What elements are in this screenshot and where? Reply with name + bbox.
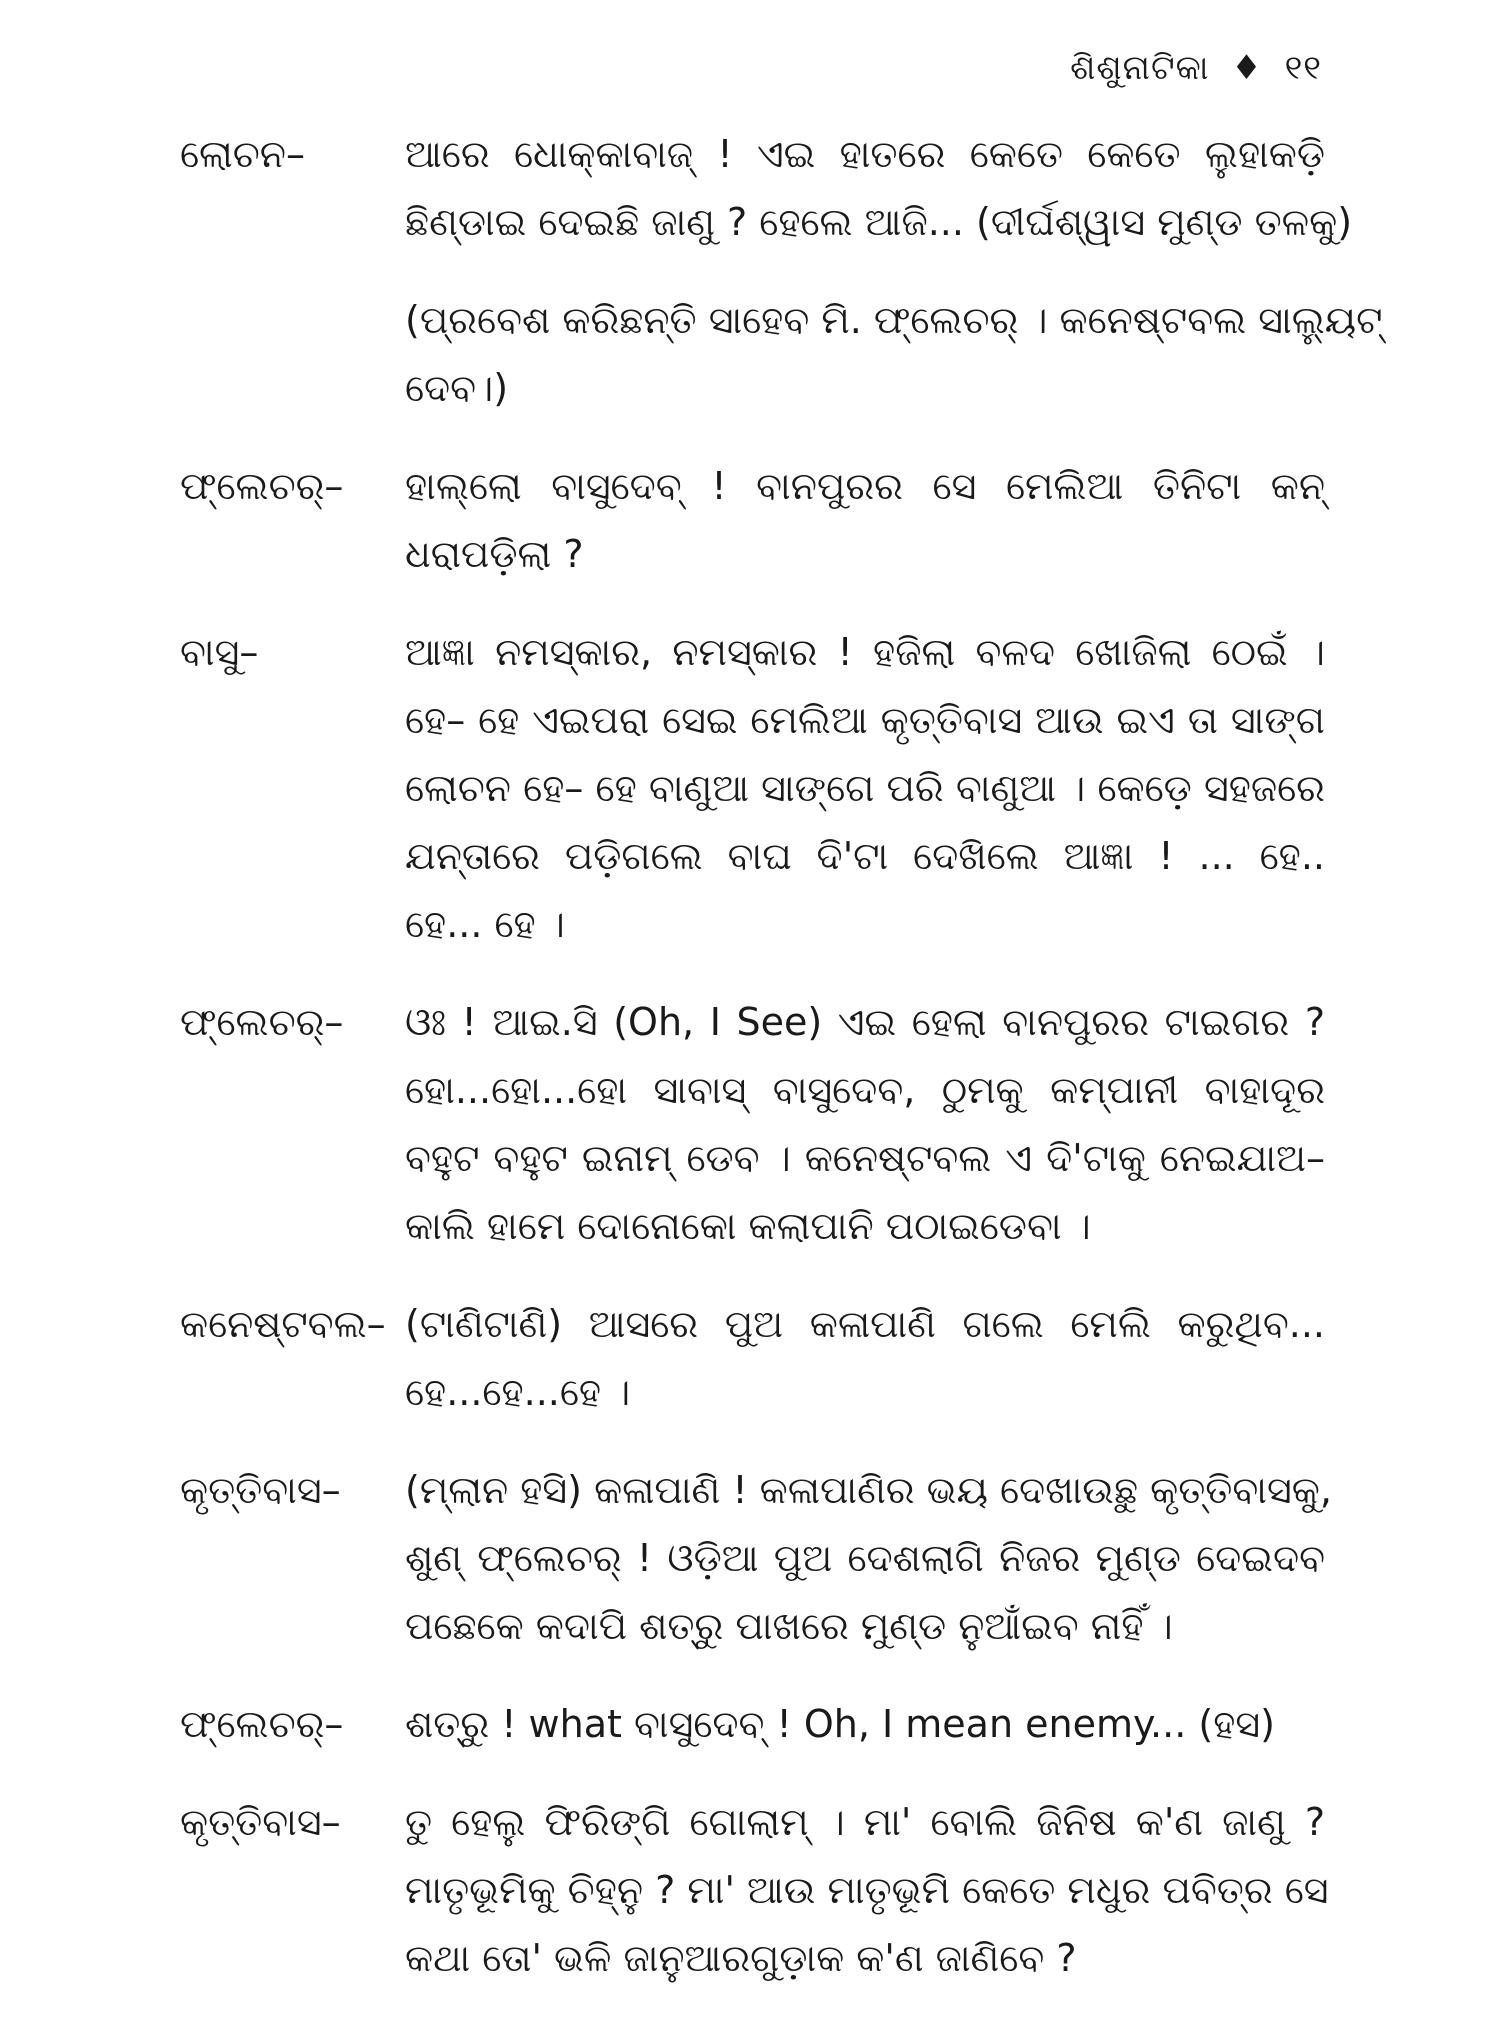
- speaker-name: କୃତ୍ତିବାସ–: [180, 1800, 341, 1844]
- dialogue-lines: [405, 1290, 1325, 1426]
- dialogue-lines: [405, 988, 1325, 1260]
- speaker-name: କୃତ୍ତିବାସ–: [180, 1468, 341, 1512]
- dialogue-line: ଦେବ।): [405, 366, 509, 410]
- dialogue-lines: [405, 1690, 1325, 1758]
- dialogue-line: ପଛେକେ କଦାପି ଶତ୍ରୁ ପାଖରେ ମୁଣ୍ଡ ନୁଆଁଇବ ନାହିଁ ।: [405, 1604, 1173, 1648]
- page-number: ୧୧: [1284, 48, 1322, 88]
- dialogue-lines: [405, 120, 1353, 256]
- dialogue-entry: [0, 618, 1500, 958]
- dialogue-line: (ପ୍ରବେଶ କରିଛନ୍ତି ସାହେବ ମି. ଫ୍ଲେଚର୍ । କନେଷ୍ଟବଲ ସାଲ୍ୟୁଟ୍: [405, 298, 1383, 342]
- dialogue-entry: [0, 120, 1500, 256]
- dialogue-line: ଓଃ ! ଆଇ.ସି (Oh, I See) ଏଇ ହେଲା ବାନପୁରର ଟାଇଗର ?: [405, 1000, 1325, 1044]
- dialogue-lines: [405, 286, 1383, 422]
- dialogue-entry: [0, 452, 1500, 588]
- dialogue-lines: [405, 1788, 1329, 1992]
- dialogue-lines: [405, 1456, 1332, 1660]
- dialogue-line: ହେ... ହେ ।: [405, 902, 565, 946]
- dialogue-lines: [405, 452, 1325, 588]
- speaker-name: ଲୋଚନ–: [180, 132, 305, 176]
- dialogue-entry: [0, 1690, 1500, 1758]
- dialogue-line: ହୋ...ହୋ...ହୋ ସାବାସ୍ ବାସୁଦେବ, ଠୁମକୁ କମ୍ପାନୀ ବାହାଦୂର: [405, 1068, 1325, 1112]
- speaker-name: ବାସୁ–: [180, 630, 259, 674]
- diamond-separator-icon: ♦: [1231, 48, 1263, 88]
- dialogue-line: ଆରେ ଧୋକ୍କାବାଜ୍ ! ଏଇ ହାତରେ କେତେ କେତେ ଲୁହାକଡ଼ି: [405, 132, 1325, 176]
- dialogue-entry: [0, 1788, 1500, 1992]
- stage-direction: [0, 286, 1500, 422]
- dialogue-line: ବହୁଟ ବହୁଟ ଇନାମ୍ ଡେବ । କନେଷ୍ଟବଲ ଏ ଦି'ଟାକୁ ନେଇଯାଅ–: [405, 1136, 1325, 1180]
- speaker-name: କନେଷ୍ଟବଲ–: [180, 1302, 386, 1346]
- dialogue-line: ଶତ୍ରୁ ! what ବାସୁଦେବ୍ ! Oh, I mean enemy... (ହସ): [405, 1702, 1275, 1746]
- running-head-title: ଶିଶୁନାଟିକା: [1070, 48, 1210, 88]
- dialogue-line: ଯନ୍ତାରେ ପଡ଼ିଗଲେ ବାଘ ଦି'ଟା ଦେଖିଲେ ଆଜ୍ଞା ! ... ହେ..: [405, 834, 1325, 878]
- dialogue-line: କାଲି ହାମେ ଦୋନୋକୋ କଲାପାନି ପଠାଇଡେବା ।: [405, 1204, 1091, 1248]
- dialogue-entry: [0, 1456, 1500, 1660]
- dialogue-line: ଆଜ୍ଞା ନମସ୍କାର, ନମସ୍କାର ! ହଜିଲା ବଳଦ ଖୋଜିଲା ଠେଇଁ ।: [405, 630, 1325, 674]
- speaker-name: ଫ୍ଲେଚର୍–: [180, 464, 344, 508]
- dialogue-line: ଶୁଣ୍ ଫ୍ଲେଚର୍ ! ଓଡ଼ିଆ ପୁଅ ଦେଶଲାଗି ନିଜର ମୁଣ୍ଡ ଦେଇଦବ: [405, 1536, 1325, 1580]
- dialogue-line: ଲୋଚନ ହେ– ହେ ବାଣୁଆ ସାଙ୍ଗେ ପରି ବାଣୁଆ । କେଡ଼େ ସହଜରେ: [405, 766, 1325, 810]
- dialogue-line: ଧରାପଡ଼ିଲା ?: [405, 532, 584, 576]
- dialogue-line: ହେ...ହେ...ହେ ।: [405, 1370, 631, 1414]
- speaker-name: ଫ୍ଲେଚର୍–: [180, 1702, 344, 1746]
- dialogue-line: କଥା ତୋ' ଭଳି ଜାନୁଆରଗୁଡ଼ାକ କ'ଣ ଜାଣିବେ ?: [405, 1936, 1077, 1980]
- dialogue-entry: [0, 1290, 1500, 1426]
- dialogue-line: ହାଲ୍ଲୋ ବାସୁଦେବ୍ ! ବାନପୁରର ସେ ମେଲିଆ ତିନିଟା କନ୍: [405, 464, 1325, 508]
- dialogue-line: ତୁ ହେଲୁ ଫିରିଙ୍ଗି ଗୋଲାମ୍ । ମା' ବୋଲି ଜିନିଷ କ'ଣ ଜାଣୁ ?: [405, 1800, 1325, 1844]
- speaker-name: ଫ୍ଲେଚର୍–: [180, 1000, 344, 1044]
- running-head: [1070, 48, 1322, 88]
- dialogue-line: ହେ– ହେ ଏଇପରା ସେଇ ମେଲିଆ କୃତ୍ତିବାସ ଆଉ ଇଏ ତା ସାଙ୍ଗ: [405, 698, 1325, 742]
- dialogue-line: ମାତୃଭୂମିକୁ ଚିହ୍ନୁ ? ମା' ଆଉ ମାତୃଭୂମି କେତେ ମଧୁର ପବିତ୍ର ସେ: [405, 1868, 1329, 1912]
- dialogue-entry: [0, 988, 1500, 1260]
- play-script: [0, 120, 1500, 2022]
- dialogue-lines: [405, 618, 1325, 958]
- dialogue-line: (ମ୍ଲାନ ହସି) କଳାପାଣି ! କଳାପାଣିର ଭୟ ଦେଖାଉଛୁ କୃତ୍ତିବାସକୁ,: [405, 1468, 1332, 1512]
- dialogue-line: (ଟାଣିଟାଣି) ଆସରେ ପୁଅ କଳାପାଣି ଗଲେ ମେଲି କରୁଥିବ...: [405, 1302, 1325, 1346]
- dialogue-line: ଛିଣ୍ଡାଇ ଦେଇଛି ଜାଣୁ ? ହେଲେ ଆଜି... (ଦୀର୍ଘଶ୍ୱାସ ମୁଣ୍ଡ ତଳକୁ): [405, 200, 1353, 244]
